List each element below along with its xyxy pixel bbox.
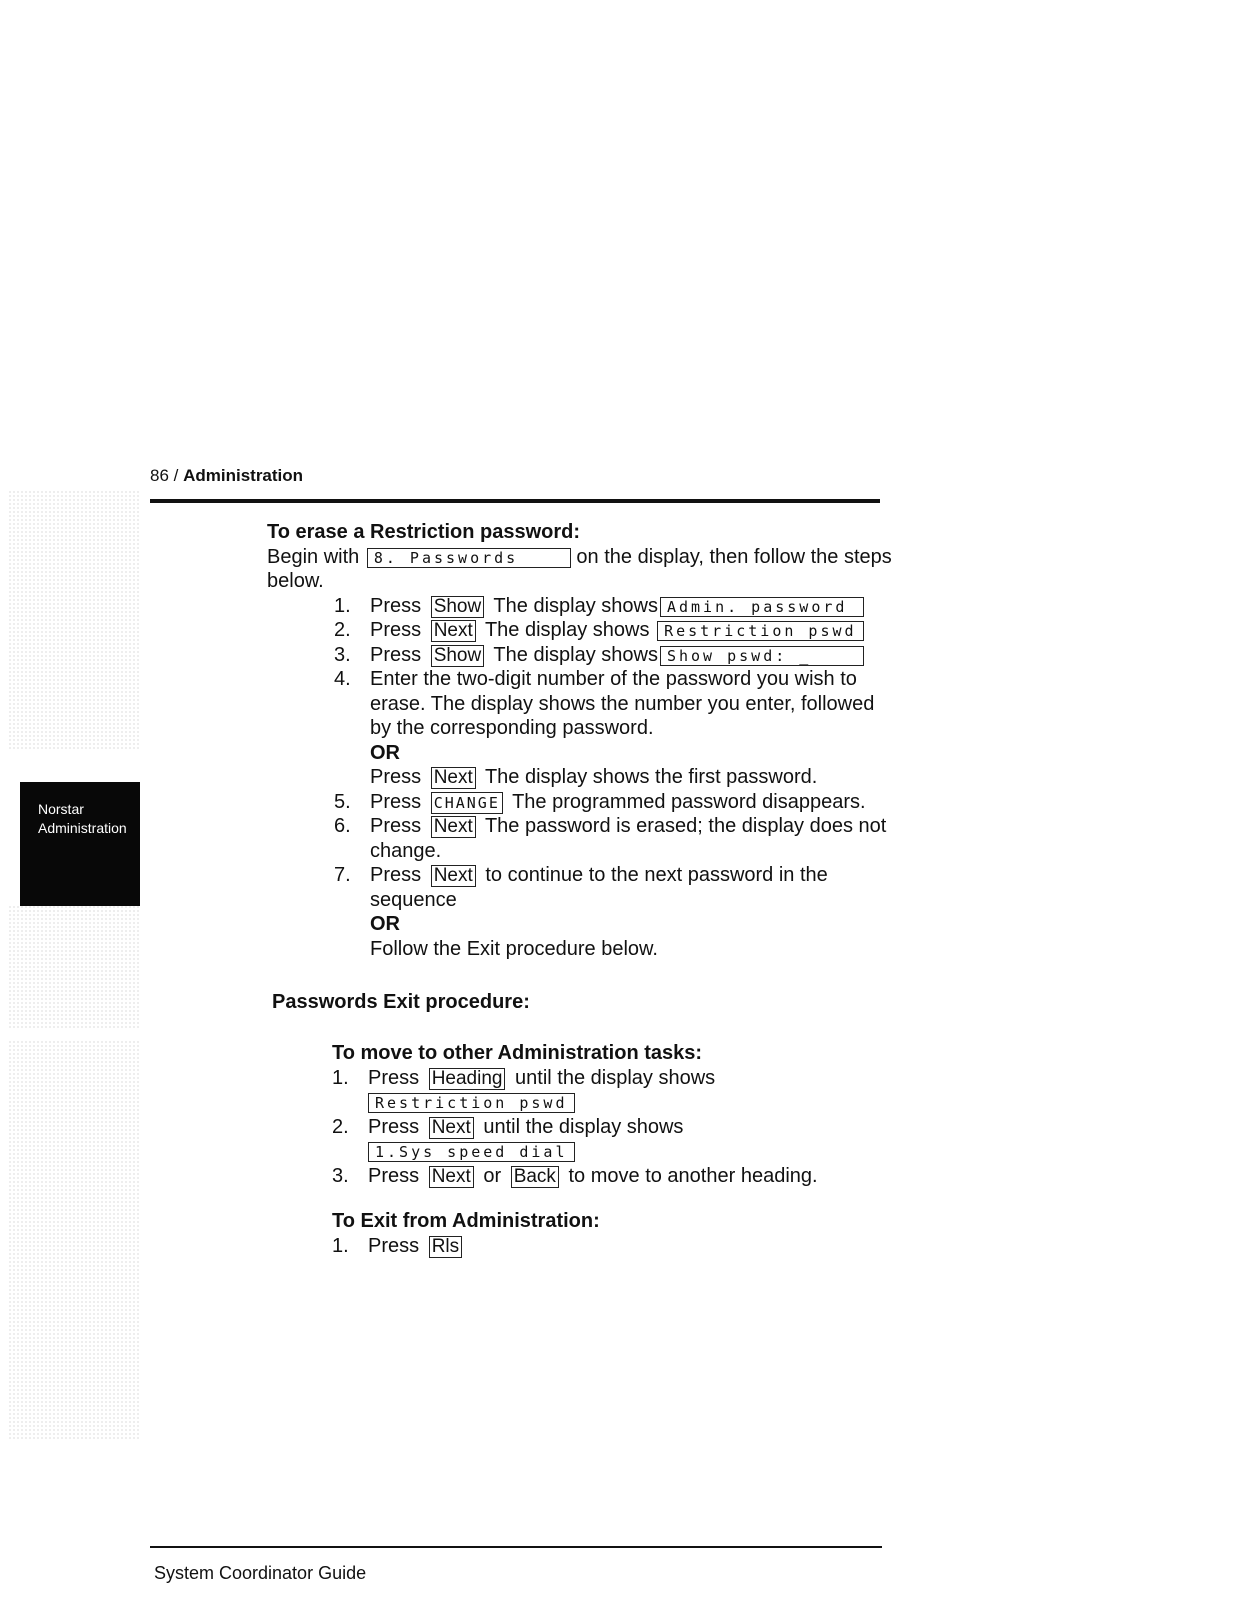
erase-steps [272, 594, 892, 962]
step-text: Press [370, 766, 422, 788]
step-text: until the display shows [515, 1066, 716, 1089]
exit-admin-heading: To Exit from Administration: [332, 1210, 600, 1232]
step-text: Follow the Exit procedure below. [370, 937, 658, 960]
release-key: Rls [429, 1236, 462, 1258]
step-text: The display shows [493, 594, 658, 617]
step-text: or [483, 1164, 502, 1187]
step-number: 7. [334, 864, 351, 886]
exit-procedure-heading: Passwords Exit procedure: [272, 991, 530, 1013]
show-key: Show [431, 645, 485, 667]
step-text: The programmed password disappears. [512, 790, 866, 813]
step-number: 1. [334, 594, 351, 617]
step-text: Press [370, 643, 422, 666]
heading-key: Heading [429, 1068, 506, 1090]
step-text: Enter the two-digit number of the password you wish to erase. The display shows the number you enter, followed by the corresponding password. [370, 668, 875, 739]
next-key: Next [431, 816, 476, 838]
step-number: 1. [332, 1066, 349, 1089]
list-item [272, 594, 892, 619]
display-readout: Restriction pswd [368, 1093, 575, 1113]
list-item [332, 1164, 892, 1189]
step-number: 6. [334, 815, 351, 837]
intro-pre: Begin with [267, 545, 360, 568]
step-text: Press [370, 594, 422, 617]
display-readout: Restriction pswd [657, 621, 864, 641]
list-item [272, 863, 892, 961]
step-number: 5. [334, 790, 351, 813]
display-readout: 8. Passwords [367, 548, 571, 568]
step-text: The display shows [493, 643, 658, 666]
step-text: The display shows [484, 619, 650, 641]
margin-texture [8, 1040, 140, 1440]
move-tasks-section [332, 1041, 892, 1188]
step-text: Press [370, 619, 422, 641]
step-text: Press [368, 1234, 420, 1257]
step-text: Press [368, 1164, 420, 1187]
side-tab-line2: Administration [38, 820, 127, 836]
section-title: Administration [183, 466, 304, 485]
step-number: 1. [332, 1234, 349, 1257]
step-number: 2. [334, 619, 351, 641]
side-tab-line1: Norstar [38, 801, 84, 817]
step-text: The display shows the first password. [484, 766, 818, 788]
show-key: Show [431, 596, 485, 618]
change-key: CHANGE [431, 792, 503, 814]
list-item [332, 1066, 892, 1115]
step-number: 3. [334, 643, 351, 666]
list-item [332, 1115, 892, 1164]
side-tab [20, 782, 140, 906]
list-item [272, 618, 892, 643]
erase-section [267, 520, 892, 961]
move-tasks-steps [332, 1066, 892, 1189]
step-number: 4. [334, 668, 351, 690]
display-readout: 1.Sys speed dial [368, 1142, 575, 1162]
exit-admin-section [332, 1209, 892, 1258]
back-key: Back [511, 1166, 559, 1188]
step-text: Press [370, 864, 422, 886]
next-key: Next [429, 1166, 474, 1188]
exit-admin-steps [332, 1234, 892, 1259]
next-key: Next [429, 1117, 474, 1139]
page-header [150, 466, 303, 486]
step-text: Press [370, 815, 422, 837]
move-tasks-heading: To move to other Administration tasks: [332, 1042, 703, 1064]
step-text: to move to another heading. [568, 1164, 818, 1187]
step-text: to continue to the next password in the sequence [370, 864, 828, 911]
margin-texture [8, 905, 140, 1030]
step-number: 2. [332, 1115, 349, 1138]
footer-text: System Coordinator Guide [154, 1563, 367, 1583]
step-number: 3. [332, 1164, 349, 1187]
list-item [272, 814, 892, 863]
step-text: until the display shows [483, 1115, 684, 1138]
page-number: 86 / [150, 466, 179, 485]
erase-intro [267, 545, 892, 594]
list-item [332, 1234, 892, 1259]
step-text: The password is erased; the display does not change. [370, 815, 887, 862]
list-item [272, 667, 892, 790]
list-item [272, 790, 892, 815]
next-key: Next [431, 865, 476, 887]
or-label: OR [370, 913, 400, 935]
erase-heading: To erase a Restriction password: [267, 521, 581, 543]
display-readout: Admin. password [660, 597, 864, 617]
list-item [272, 643, 892, 668]
step-text: Press [368, 1115, 420, 1138]
step-text: Press [368, 1066, 420, 1089]
intro-post: on the display, then follow the steps below. [267, 545, 892, 592]
margin-texture [8, 490, 140, 750]
footer-rule [150, 1546, 882, 1548]
step-text: Press [370, 790, 422, 813]
header-rule [150, 499, 880, 503]
or-label: OR [370, 741, 400, 764]
next-key: Next [431, 620, 476, 642]
display-readout: Show pswd: _ [660, 646, 864, 666]
next-key: Next [431, 767, 476, 789]
